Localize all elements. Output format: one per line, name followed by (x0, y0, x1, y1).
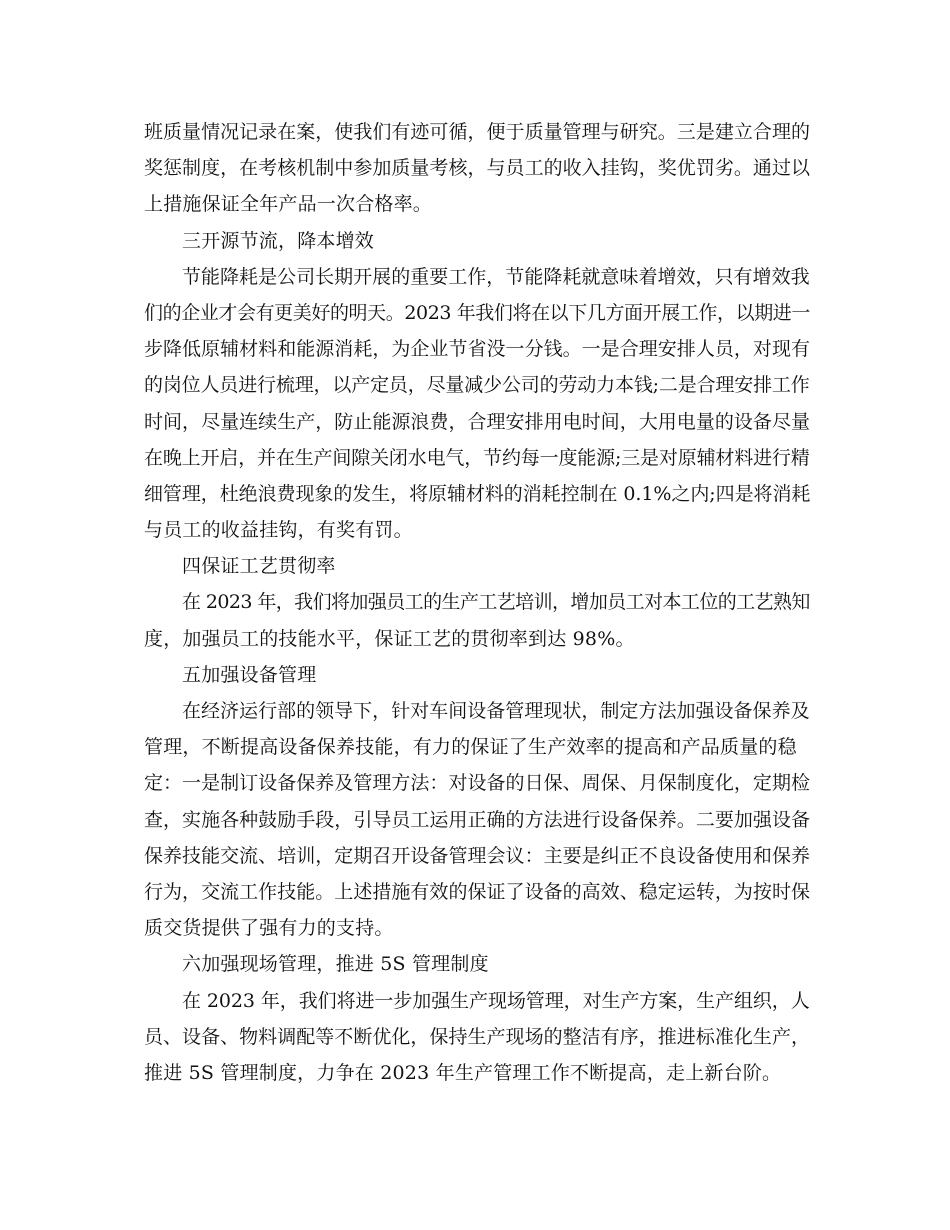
document-body (144, 114, 810, 1091)
paragraph-line: 推进 5S 管理制度，力争在 2023 年生产管理工作不断提高，走上新台阶。 (144, 1061, 782, 1084)
paragraph-line: 度，加强员工的技能水平，保证工艺的贯彻率到达 98%。 (144, 627, 635, 650)
paragraph-line: 质交货提供了强有力的支持。 (144, 917, 394, 940)
paragraph-line: 员、设备、物料调配等不断优化，保持生产现场的整洁有序，推进标准化生产， (144, 1025, 811, 1048)
document-page (144, 114, 810, 1091)
paragraph-line: 时间，尽量连续生产，防止能源浪费，合理安排用电时间，大用电量的设备尽量 (144, 410, 811, 433)
paragraph-line: 管理，不断提高设备保养技能，有力的保证了生产效率的提高和产品质量的稳 (144, 736, 797, 759)
paragraph-line-first: 节能降耗是公司长期开展的重要工作，节能降耗就意味着增效，只有增效我 (182, 265, 810, 288)
paragraph-line: 在晚上开启，并在生产间隙关闭水电气，节约每一度能源;三是对原辅材料进行精 (144, 446, 810, 469)
paragraph-line: 保养技能交流、培训，定期召开设备管理会议：主要是纠正不良设备使用和保养 (144, 844, 811, 867)
paragraph-line: 上措施保证全年产品一次合格率。 (144, 193, 433, 216)
paragraph-line: 定：一是制订设备保养及管理方法：对设备的日保、周保、月保制度化，定期检 (144, 772, 811, 795)
paragraph-line-first: 六加强现场管理，推进 5S 管理制度 (182, 953, 489, 976)
paragraph-line: 班质量情况记录在案，使我们有迹可循，便于质量管理与研究。三是建立合理的 (144, 121, 811, 143)
paragraph-line-first: 在经济运行部的领导下，针对车间设备管理现状，制定方法加强设备保养及 (182, 700, 810, 722)
paragraph-line-first: 三开源节流，降本增效 (182, 229, 375, 252)
paragraph-line-first: 四保证工艺贯彻率 (182, 555, 336, 578)
paragraph-line-first: 五加强设备管理 (182, 663, 317, 686)
paragraph-line: 们的企业才会有更美好的明天。2023 年我们将在以下几方面开展工作，以期进一 (144, 301, 810, 324)
paragraph-line: 奖惩制度，在考核机制中参加质量考核，与员工的收入挂钩，奖优罚劣。通过以 (144, 157, 811, 180)
paragraph-line: 查，实施各种鼓励手段，引导员工运用正确的方法进行设备保养。二要加强设备 (144, 808, 811, 831)
paragraph-line: 细管理，杜绝浪费现象的发生，将原辅材料的消耗控制在 0.1%之内;四是将消耗 (144, 482, 811, 505)
paragraph-line: 与员工的收益挂钩，有奖有罚。 (144, 519, 413, 542)
paragraph-line: 行为，交流工作技能。上述措施有效的保证了设备的高效、稳定运转，为按时保 (144, 880, 811, 903)
paragraph-line: 的岗位人员进行梳理，以产定员，尽量减少公司的劳动力本钱;二是合理安排工作 (144, 374, 810, 397)
paragraph-line: 步降低原辅材料和能源消耗，为企业节省没一分钱。一是合理安排人员，对现有 (144, 338, 811, 361)
paragraph-line-first: 在 2023 年，我们将加强员工的生产工艺培训，增加员工对本工位的工艺熟知 (182, 591, 810, 614)
paragraph-line-first: 在 2023 年，我们将进一步加强生产现场管理，对生产方案，生产组织，人 (182, 989, 810, 1012)
